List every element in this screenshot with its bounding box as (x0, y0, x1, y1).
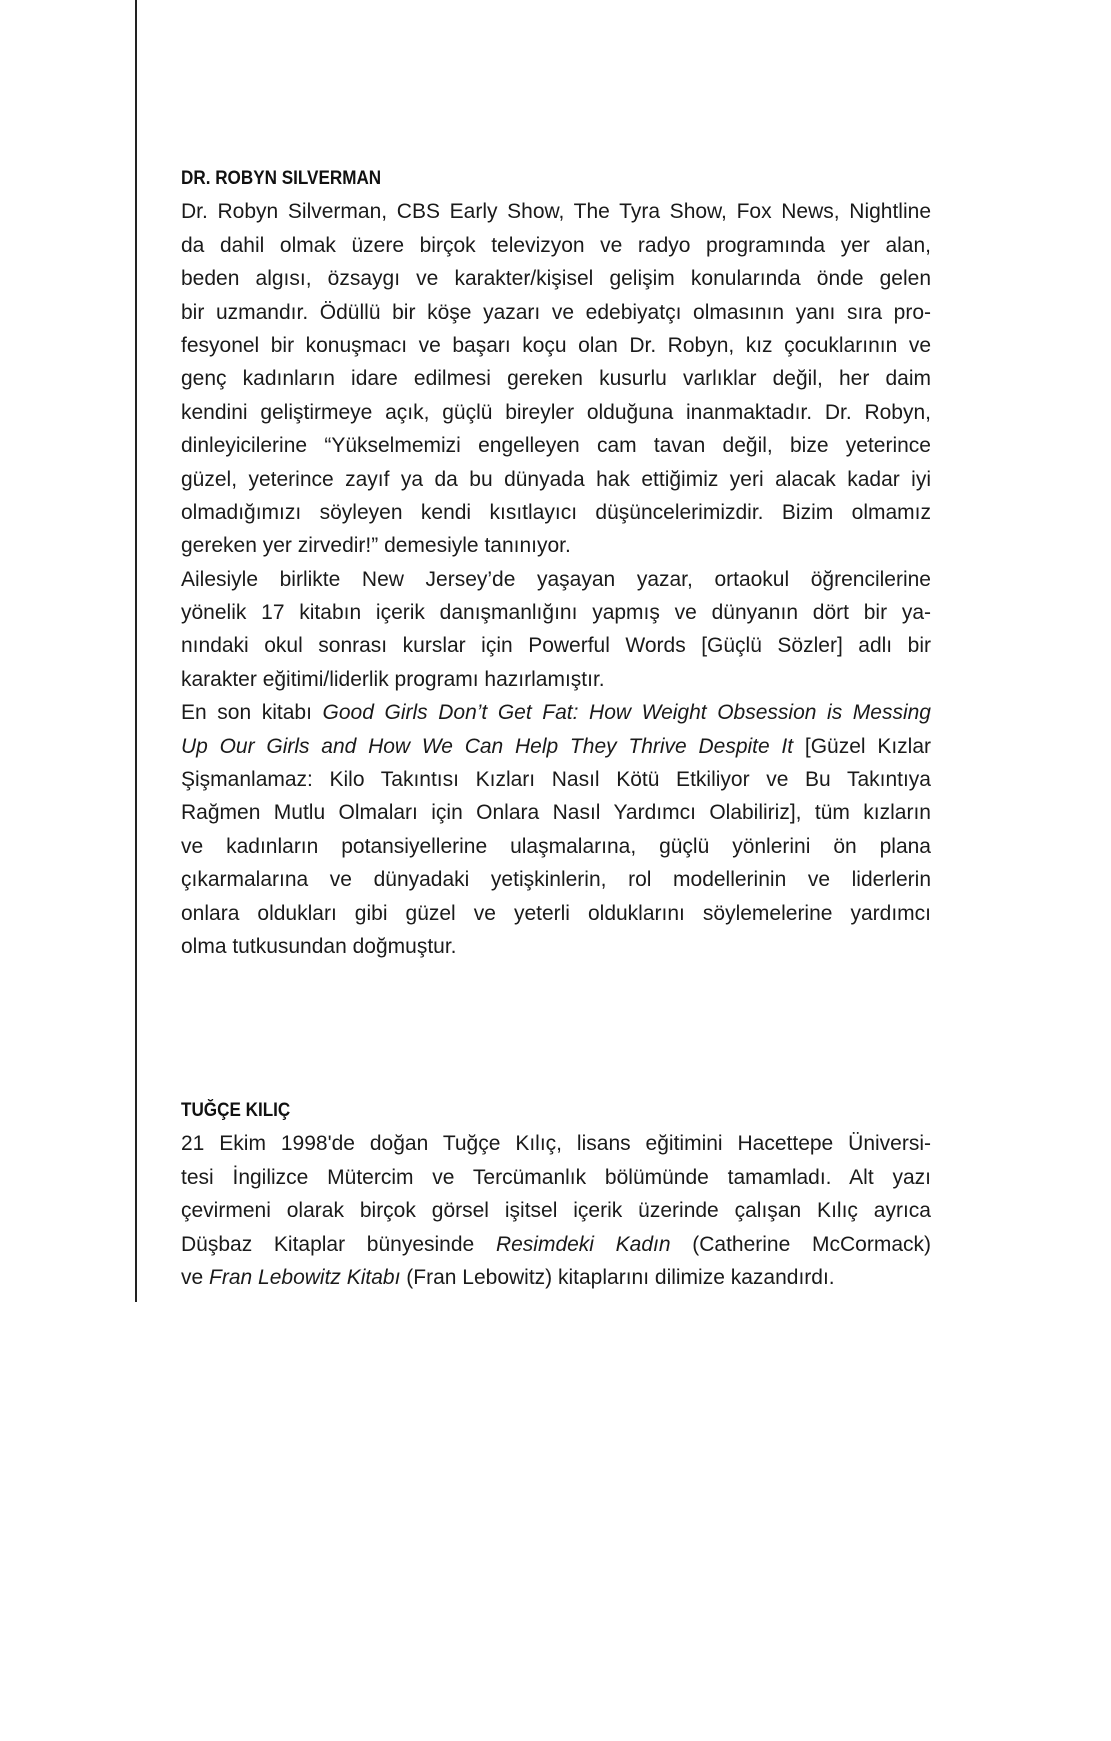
text-segment: ve (181, 1265, 210, 1289)
bio-paragraph (181, 563, 931, 697)
text-line: yönelik 17 kitabın içerik danışmanlığını yapmış ve dünyanın dört bir ya- (181, 601, 931, 625)
text-line: Rağmen Mutlu Olmaları için Onlara Nasıl Yardımcı Olabiliriz], tüm kızların (181, 801, 931, 825)
text-segment: [Güzel Kızlar (793, 734, 931, 758)
text-line: Dr. Robyn Silverman, CBS Early Show, The Tyra Show, Fox News, Nightline (181, 200, 931, 224)
text-line: beden algısı, özsaygı ve karakter/kişisel gelişim konularında önde gelen (181, 267, 931, 291)
text-line: ve kadınların potansiyellerine ulaşmalarına, güçlü yönlerini ön plana (181, 834, 931, 858)
translator-heading-text: TUĞÇE KILIÇ (181, 1100, 291, 1121)
translator-heading (181, 1094, 931, 1127)
book-title: Fran Lebowitz Kitabı (209, 1265, 401, 1289)
text-line: nındaki okul sonrası kurslar için Powerful Words [Güçlü Sözler] adlı bir (181, 634, 931, 658)
text-line: genç kadınların idare edilmesi gereken kusurlu varlıklar değil, her daim (181, 367, 931, 391)
text-line: kendini geliştirmeye açık, güçlü bireyler olduğuna inanmaktadır. Dr. Robyn, (181, 400, 931, 424)
text-line: Ailesiyle birlikte New Jersey’de yaşayan yazar, ortaokul öğrencilerine (181, 567, 931, 591)
text-segment: (Catherine McCormack) (670, 1232, 931, 1256)
text-segment: En son kitabı (181, 701, 323, 725)
text-line: onlara oldukları gibi güzel ve yeterli olduklarını söylemelerine yardımcı (181, 901, 931, 925)
bio-paragraph (181, 1127, 931, 1294)
translator-bio-section (181, 1094, 931, 1294)
text-line (181, 730, 931, 763)
text-line: çevirmeni olarak birçok görsel işitsel içerik üzerinde çalışan Kılıç ayrıca (181, 1199, 931, 1223)
text-line: gereken yer zirvedir!” demesiyle tanınıyor. (181, 534, 571, 558)
text-line: fesyonel bir konuşmacı ve başarı koçu olan Dr. Robyn, kız çocuklarının ve (181, 333, 931, 357)
text-line (181, 696, 931, 729)
text-line: karakter eğitimi/liderlik programı hazırlamıştır. (181, 667, 605, 691)
text-line: çıkarmalarına ve dünyadaki yetişkinlerin, rol modellerinin ve liderlerin (181, 868, 931, 892)
text-line: dinleyicilerine “Yükselmemizi engelleyen cam tavan değil, bize yeterince (181, 434, 931, 458)
bio-paragraph (181, 195, 931, 562)
book-title: Resimdeki Kadın (495, 1232, 671, 1256)
text-line: tesi İngilizce Mütercim ve Tercümanlık bölümünde tamamladı. Alt yazı (181, 1165, 931, 1189)
text-line (181, 1261, 931, 1294)
bio-paragraph (181, 696, 931, 963)
book-title: Good Girls Don’t Get Fat: How Weight Obsession is Messing (322, 701, 931, 725)
text-line (181, 1228, 931, 1261)
author-heading-text: DR. ROBYN SILVERMAN (181, 168, 382, 189)
margin-rule (135, 0, 137, 1302)
text-line: 21 Ekim 1998'de doğan Tuğçe Kılıç, lisans eğitimini Hacettepe Üniversi- (181, 1132, 931, 1156)
text-line: olma tutkusundan doğmuştur. (181, 934, 457, 958)
author-bio-section (181, 162, 931, 963)
text-line: da dahil olmak üzere birçok televizyon ve radyo programında yer alan, (181, 233, 931, 257)
text-line: olmadığımızı söyleyen kendi kısıtlayıcı düşüncelerimizdir. Bizim olmamız (181, 500, 931, 524)
author-heading (181, 162, 931, 195)
text-segment: Düşbaz Kitaplar bünyesinde (181, 1232, 496, 1256)
text-line: Şişmanlamaz: Kilo Takıntısı Kızları Nasıl Kötü Etkiliyor ve Bu Takıntıya (181, 768, 931, 792)
text-segment: (Fran Lebowitz) kitaplarını dilimize kazandırdı. (400, 1265, 835, 1289)
text-line: güzel, yeterince zayıf ya da bu dünyada hak ettiğimiz yeri alacak kadar iyi (181, 467, 931, 491)
book-title: Up Our Girls and How We Can Help They Thrive Despite It (181, 734, 794, 758)
text-line: bir uzmandır. Ödüllü bir köşe yazarı ve edebiyatçı olmasının yanı sıra pro- (181, 300, 931, 324)
